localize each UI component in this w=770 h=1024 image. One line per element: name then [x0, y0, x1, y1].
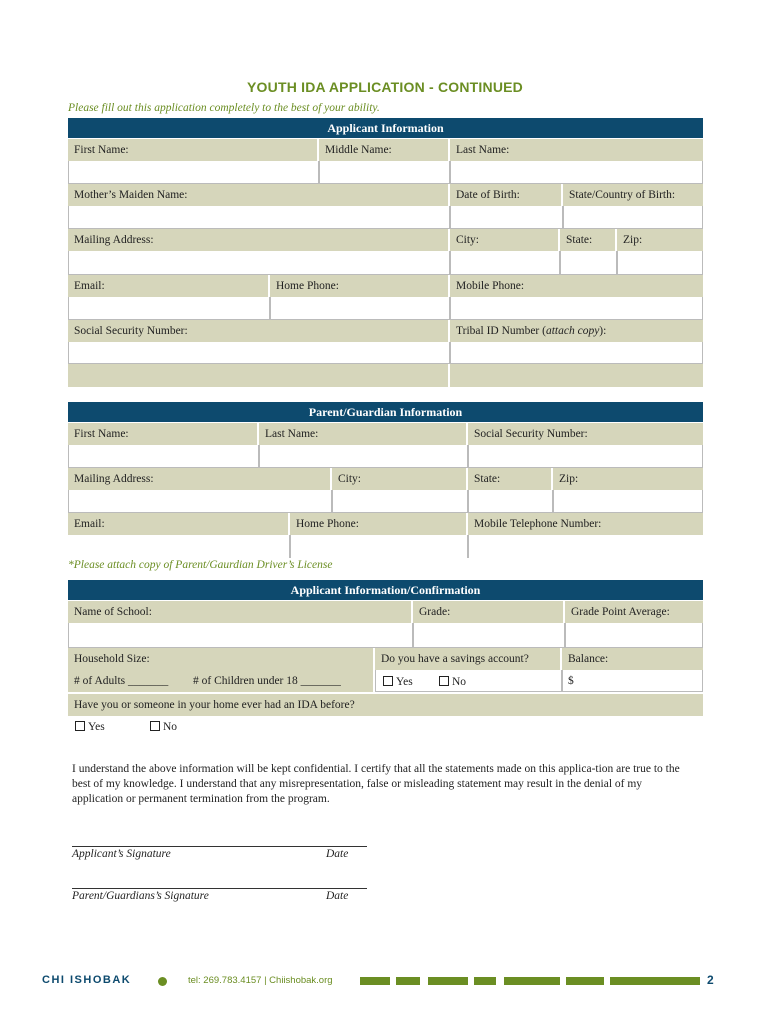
page-footer [42, 974, 722, 990]
applicant-signature-label: Applicant’s Signature [72, 848, 171, 860]
applicant-ssn-label: Social Security Number: [68, 320, 450, 342]
guardian-mailing-address-label: Mailing Address: [68, 468, 332, 490]
applicant-email-field[interactable] [68, 297, 270, 320]
applicant-home-phone-field[interactable] [270, 297, 450, 320]
school-name-field[interactable] [68, 623, 413, 648]
savings-yes-label: Yes [396, 676, 413, 688]
confirmation-section-header: Applicant Information/Confirmation [68, 580, 703, 600]
guardian-city-label: City: [332, 468, 468, 490]
adults-count-field[interactable]: # of Adults _______ [74, 675, 169, 687]
guardian-email-field[interactable] [68, 535, 290, 558]
guardian-first-name-label: First Name: [68, 423, 259, 445]
footer-bar-4 [474, 977, 496, 985]
guardian-home-phone-label: Home Phone: [290, 513, 468, 535]
guardian-ssn-field[interactable] [468, 445, 703, 468]
guardian-mobile-label: Mobile Telephone Number: [468, 513, 703, 535]
guardian-date-label: Date [326, 890, 349, 902]
ida-yes-label: Yes [88, 721, 105, 733]
applicant-extra-field-right[interactable] [450, 364, 703, 387]
certification-text: I understand the above information will be kept confidential. I certify that all the statements made on this applica-tion are true to the best of my knowledge. I understand that any misrepresentation, false or misleading statement may result in the denial of my application or permanent termination from the program. [72, 763, 680, 805]
tribal-id-label-prefix: Tribal ID Number ( [456, 325, 546, 337]
footer-bar-3 [428, 977, 468, 985]
checkbox-icon[interactable] [75, 721, 85, 731]
household-size-label: Household Size: [68, 648, 375, 670]
children-count-field[interactable]: # of Children under 18 _______ [193, 675, 341, 687]
footer-bar-7 [610, 977, 700, 985]
savings-question-label: Do you have a savings account? [375, 648, 562, 670]
state-country-of-birth-label: State/Country of Birth: [563, 184, 703, 206]
mothers-maiden-name-label: Mother’s Maiden Name: [68, 184, 450, 206]
tribal-id-label [450, 320, 703, 342]
ida-question-label: Have you or someone in your home ever had an IDA before? [68, 694, 703, 716]
ida-no-label: No [163, 721, 178, 733]
applicant-zip-field[interactable] [617, 251, 703, 275]
guardian-signature-line[interactable] [72, 888, 367, 889]
checkbox-icon[interactable] [150, 721, 160, 731]
applicant-first-name-field[interactable] [68, 161, 319, 184]
balance-field[interactable] [562, 670, 703, 692]
applicant-zip-label: Zip: [617, 229, 703, 251]
applicant-city-label: City: [450, 229, 560, 251]
guardian-state-field[interactable] [468, 490, 553, 513]
gpa-field[interactable] [565, 623, 703, 648]
guardian-mobile-field[interactable] [468, 535, 703, 558]
tribal-id-label-suffix: ): [599, 325, 607, 337]
footer-brand-logo: CHI ISHOBAK [42, 974, 132, 986]
tribal-id-field[interactable] [450, 342, 703, 364]
guardian-city-field[interactable] [332, 490, 468, 513]
guardian-home-phone-field[interactable] [290, 535, 468, 558]
applicant-middle-name-label: Middle Name: [319, 139, 450, 161]
applicant-city-field[interactable] [450, 251, 560, 275]
guardian-zip-label: Zip: [553, 468, 703, 490]
guardian-ssn-label: Social Security Number: [468, 423, 703, 445]
applicant-first-name-label: First Name: [68, 139, 319, 161]
applicant-signature-line[interactable] [72, 846, 367, 847]
date-of-birth-label: Date of Birth: [450, 184, 563, 206]
guardian-signature-label: Parent/Guardians’s Signature [72, 890, 209, 902]
instructions-text: Please fill out this application completely to the best of your ability. [68, 102, 380, 114]
mothers-maiden-name-field[interactable] [68, 206, 450, 229]
page-number: 2 [707, 973, 714, 987]
footer-bar-5 [504, 977, 560, 985]
ida-divider [68, 716, 703, 718]
footer-bar-1 [360, 977, 390, 985]
applicant-mailing-address-field[interactable] [68, 251, 450, 275]
applicant-home-phone-label: Home Phone: [270, 275, 450, 297]
checkbox-icon[interactable] [383, 676, 393, 686]
ida-yes-option[interactable] [75, 721, 105, 733]
ida-no-option[interactable] [150, 721, 177, 733]
applicant-state-label: State: [560, 229, 617, 251]
balance-label: Balance: [562, 648, 703, 670]
guardian-last-name-field[interactable] [259, 445, 468, 468]
grade-label: Grade: [413, 601, 565, 623]
guardian-last-name-label: Last Name: [259, 423, 468, 445]
applicant-email-label: Email: [68, 275, 270, 297]
savings-no-option[interactable] [439, 676, 466, 688]
applicant-middle-name-field[interactable] [319, 161, 450, 184]
applicant-mobile-phone-field[interactable] [450, 297, 703, 320]
guardian-section-header: Parent/Guardian Information [68, 402, 703, 422]
license-note: *Please attach copy of Parent/Gaurdian Driver’s License [68, 559, 333, 571]
grade-field[interactable] [413, 623, 565, 648]
checkbox-icon[interactable] [439, 676, 449, 686]
applicant-mailing-address-label: Mailing Address: [68, 229, 450, 251]
page-title: YOUTH IDA APPLICATION - CONTINUED [247, 79, 523, 95]
savings-no-label: No [452, 676, 467, 688]
guardian-zip-field[interactable] [553, 490, 703, 513]
balance-dollar-sign: $ [568, 675, 574, 687]
applicant-extra-field-left[interactable] [68, 364, 450, 387]
guardian-email-label: Email: [68, 513, 290, 535]
footer-bar-6 [566, 977, 604, 985]
school-name-label: Name of School: [68, 601, 413, 623]
bullet-dot-icon [158, 977, 167, 986]
state-country-of-birth-field[interactable] [563, 206, 703, 229]
applicant-last-name-field[interactable] [450, 161, 703, 184]
gpa-label: Grade Point Average: [565, 601, 703, 623]
applicant-mobile-phone-label: Mobile Phone: [450, 275, 703, 297]
guardian-mailing-address-field[interactable] [68, 490, 332, 513]
footer-contact: tel: 269.783.4157 | Chiishobak.org [188, 975, 333, 986]
footer-bar-2 [396, 977, 420, 985]
applicant-ssn-field[interactable] [68, 342, 450, 364]
tribal-id-label-italic: attach copy [545, 325, 600, 337]
guardian-state-label: State: [468, 468, 553, 490]
applicant-section-header: Applicant Information [68, 118, 703, 138]
applicant-last-name-label: Last Name: [450, 139, 703, 161]
guardian-first-name-field[interactable] [68, 445, 259, 468]
applicant-state-field[interactable] [560, 251, 617, 275]
applicant-date-label: Date [326, 848, 349, 860]
date-of-birth-field[interactable] [450, 206, 563, 229]
savings-yes-option[interactable] [383, 676, 413, 688]
